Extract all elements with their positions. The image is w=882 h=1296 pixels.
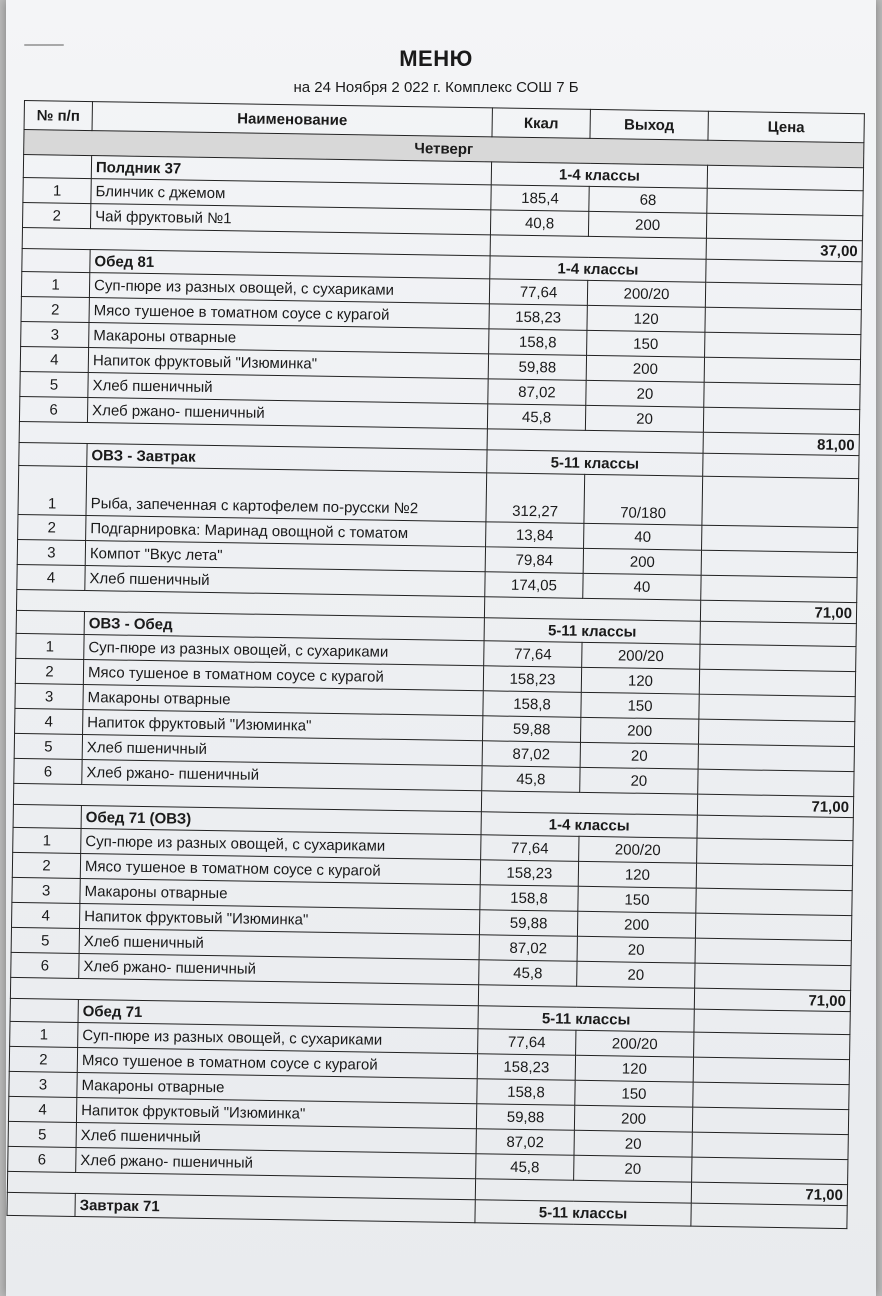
section-header-empty [10,998,78,1022]
item-kcal: 77,64 [481,835,579,862]
section-header-empty [13,804,81,828]
item-number: 5 [20,371,88,397]
item-yield: 200 [577,911,695,938]
item-number: 6 [14,758,82,784]
item-number: 1 [21,271,89,297]
item-number: 1 [10,1021,78,1047]
item-yield: 120 [578,861,696,888]
item-number: 3 [17,539,85,565]
item-yield: 150 [575,1080,693,1107]
section-header-price [697,815,853,840]
item-kcal: 77,64 [478,1029,576,1056]
section-header-empty [23,155,91,179]
item-number: 4 [8,1096,76,1122]
item-number: 4 [20,346,88,372]
item-price [695,938,851,965]
item-number: 2 [15,658,83,684]
item-kcal: 158,8 [483,691,581,718]
item-price [698,744,854,771]
menu-title: МЕНЮ [399,46,473,71]
item-number: 5 [14,733,82,759]
item-kcal: 45,8 [487,404,585,431]
item-yield: 150 [581,692,699,719]
item-price [706,213,862,240]
section-header-empty [22,248,90,272]
paper-sheet [6,0,876,1296]
item-name: Блинчик с джемом [91,179,491,210]
item-price [705,332,861,359]
section-name: Полдник 37 [91,156,491,185]
item-name: Суп-пюре из разных овощей, с сухариками [78,1022,478,1053]
menu-body [7,130,864,1229]
menu-table-container [6,100,863,1229]
item-number: 3 [21,321,89,347]
item-number: 3 [9,1071,77,1097]
item-name: Макароны отварные [89,323,489,354]
item-name: Хлеб пшеничный [82,734,482,765]
item-yield: 200 [586,355,704,382]
section-classes: 5-11 классы [475,1200,691,1226]
col-header-kcal: Ккал [492,108,590,139]
item-kcal: 87,02 [482,741,580,768]
item-name: Напиток фруктовый "Изюминка" [76,1097,476,1128]
item-name: Суп-пюре из разных овощей, с сухариками [81,828,481,859]
section-header-empty [7,1192,75,1216]
section-name: ОВЗ - Завтрак [87,444,487,473]
item-number: 4 [12,902,80,928]
item-price [704,382,860,409]
item-name: Напиток фруктовый "Изюминка" [83,710,483,741]
item-price [704,357,860,384]
item-kcal: 158,8 [489,329,587,356]
item-name: Компот "Вкус лета" [85,541,485,572]
item-kcal: 158,23 [477,1054,575,1081]
section-header-empty [16,610,84,634]
item-yield: 68 [589,186,707,213]
item-yield: 20 [574,1155,692,1182]
item-kcal: 77,64 [484,641,582,668]
item-yield: 120 [587,305,705,332]
item-price [699,669,855,696]
item-name: Хлеб ржано- пшеничный [79,953,479,984]
item-yield: 200 [580,717,698,744]
item-yield: 20 [577,936,695,963]
section-total-price: 71,00 [691,1182,847,1205]
item-name: Мясо тушеное в томатном соусе с курагой [83,660,483,691]
item-price [701,550,857,577]
col-header-yield: Выход [590,109,708,140]
item-name: Хлеб ржано- пшеничный [82,759,482,790]
item-price [705,307,861,334]
item-name: Мясо тушеное в томатном соусе с курагой [80,853,480,884]
menu-table [6,100,864,1229]
item-name: Рыба, запеченная с картофелем по-русски №2 [86,467,487,522]
item-yield: 120 [581,667,699,694]
item-number: 5 [11,927,79,953]
item-price [697,838,853,865]
section-header-price [706,259,862,284]
item-yield: 40 [583,573,701,600]
item-name: Хлеб ржано- пшеничный [87,398,487,429]
item-number: 2 [18,514,86,540]
section-name: Завтрак 71 [75,1193,475,1222]
col-header-name: Наименование [92,102,492,137]
item-price [695,913,851,940]
item-price [702,525,858,552]
item-price [693,1082,849,1109]
item-yield: 20 [577,961,695,988]
section-header-price [691,1203,847,1228]
section-classes: 5-11 классы [478,1006,694,1032]
section-classes: 1-4 классы [481,812,697,838]
item-number: 2 [12,852,80,878]
item-name: Мясо тушеное в томатном соусе с курагой [77,1047,477,1078]
item-price [699,694,855,721]
section-header-price [707,165,863,190]
item-yield: 200/20 [576,1030,694,1057]
item-kcal: 158,23 [489,304,587,331]
item-kcal: 158,8 [477,1079,575,1106]
item-price [702,476,859,527]
section-header-price [700,621,856,646]
item-price [696,863,852,890]
item-price [707,188,863,215]
item-yield: 40 [584,523,702,550]
item-number: 3 [15,683,83,709]
item-yield: 20 [586,380,704,407]
item-number: 2 [21,296,89,322]
item-kcal: 13,84 [486,522,584,549]
item-yield: 120 [575,1055,693,1082]
item-number: 1 [23,177,91,203]
menu-subtitle: на 24 Ноября 2 022 г. Комплекс СОШ 7 Б [293,79,579,96]
item-yield: 200/20 [587,280,705,307]
item-number: 6 [8,1146,76,1172]
col-header-price: Цена [708,111,864,142]
item-yield: 200/20 [582,642,700,669]
section-total-price: 37,00 [706,238,862,261]
section-name: Обед 71 [78,999,478,1028]
item-number: 5 [8,1121,76,1147]
item-name: Хлеб пшеничный [76,1122,476,1153]
item-name: Мясо тушеное в томатном соусе с курагой [89,298,489,329]
item-name: Макароны отварные [80,878,480,909]
col-header-no: № п/п [24,101,92,131]
item-number: 1 [13,827,81,853]
item-kcal: 77,64 [489,279,587,306]
item-yield: 20 [585,405,703,432]
item-price [703,407,859,434]
item-kcal: 185,4 [491,185,589,212]
section-name: Обед 71 (ОВЗ) [81,805,481,834]
item-price [696,888,852,915]
item-kcal: 158,23 [480,860,578,887]
item-yield: 20 [580,767,698,794]
item-name: Напиток фруктовый "Изюминка" [79,903,479,934]
item-kcal: 79,84 [485,547,583,574]
item-kcal: 59,88 [479,910,577,937]
item-yield: 150 [587,330,705,357]
item-name: Суп-пюре из разных овощей, с сухариками [89,273,489,304]
item-name: Хлеб пшеничный [88,373,488,404]
section-header-price [703,453,859,478]
item-name: Макароны отварные [83,685,483,716]
item-number: 1 [16,633,84,659]
item-kcal: 312,27 [486,473,585,524]
item-name: Макароны отварные [77,1072,477,1103]
item-number: 6 [19,396,87,422]
item-price [700,644,856,671]
section-total-price: 71,00 [700,600,856,623]
section-header-empty [19,442,87,466]
item-name: Напиток фруктовый "Изюминка" [88,348,488,379]
item-price [692,1107,848,1134]
item-price [694,1032,850,1059]
section-name: ОВЗ - Обед [84,612,484,641]
item-yield: 150 [578,886,696,913]
item-kcal: 87,02 [488,379,586,406]
section-name: Обед 81 [90,250,490,279]
item-kcal: 87,02 [479,935,577,962]
item-price [692,1157,848,1184]
item-yield: 20 [580,742,698,769]
item-kcal: 45,8 [479,960,577,987]
item-number: 2 [9,1046,77,1072]
item-name: Хлеб ржано- пшеничный [76,1147,476,1178]
section-classes: 1-4 классы [490,256,706,282]
item-yield: 200 [583,548,701,575]
item-number: 6 [11,952,79,978]
item-price [693,1057,849,1084]
item-yield: 200 [588,211,706,238]
section-classes: 5-11 классы [487,450,703,476]
section-total-price: 71,00 [694,988,850,1011]
item-price [701,575,857,602]
item-name: Чай фруктовый №1 [90,204,490,235]
section-total-price: 81,00 [703,432,859,455]
item-yield: 20 [574,1130,692,1157]
item-number: 1 [18,465,87,515]
item-yield: 200/20 [579,836,697,863]
item-kcal: 45,8 [476,1154,574,1181]
item-number: 2 [22,202,90,228]
item-price [705,282,861,309]
item-name: Суп-пюре из разных овощей, с сухариками [84,635,484,666]
item-yield: 200 [574,1105,692,1132]
item-name: Хлеб пшеничный [79,928,479,959]
day-label: Четверг [24,130,864,168]
item-number: 4 [17,564,85,590]
item-kcal: 40,8 [490,210,588,237]
item-kcal: 158,8 [480,885,578,912]
item-kcal: 174,05 [485,572,583,599]
section-classes: 5-11 классы [484,618,700,644]
item-kcal: 87,02 [476,1129,574,1156]
item-kcal: 45,8 [482,766,580,793]
section-classes: 1-4 классы [491,162,707,188]
section-total-price: 71,00 [697,794,853,817]
item-name: Хлеб пшеничный [85,566,485,597]
item-price [695,963,851,990]
item-number: 3 [12,877,80,903]
item-price [698,769,854,796]
item-price [692,1132,848,1159]
item-kcal: 158,23 [483,666,581,693]
section-header-price [694,1009,850,1034]
item-kcal: 59,88 [488,354,586,381]
item-number: 4 [15,708,83,734]
item-name: Подгарнировка: Маринад овощной с томатом [86,516,486,547]
item-yield: 70/180 [584,474,703,525]
item-kcal: 59,88 [482,716,580,743]
item-price [698,719,854,746]
item-kcal: 59,88 [476,1104,574,1131]
